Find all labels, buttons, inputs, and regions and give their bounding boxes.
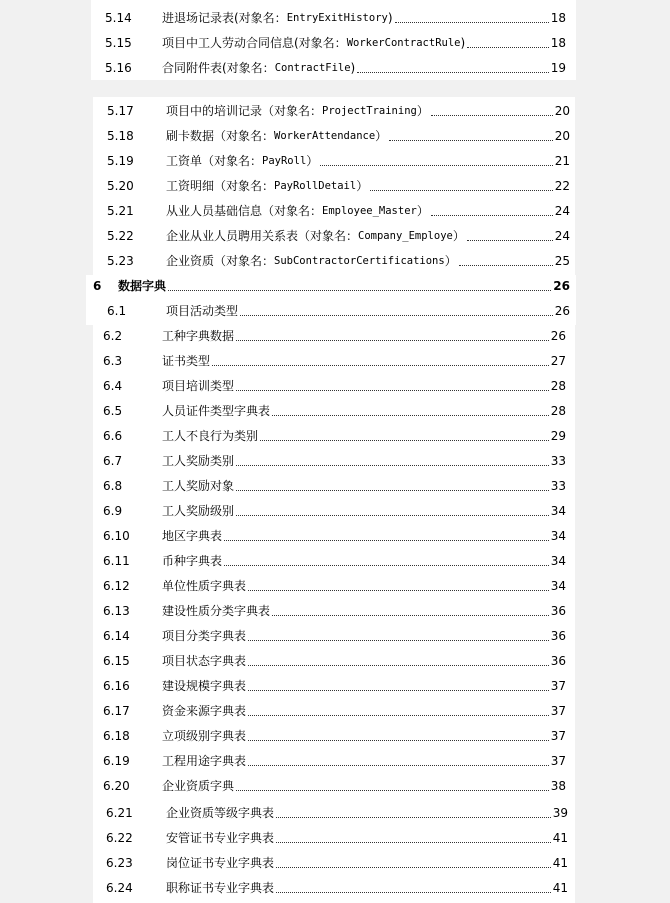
toc-page-number: 24 <box>554 229 570 243</box>
toc-entry-number: 6.19 <box>103 754 130 768</box>
toc-entry-close-paren: ) <box>460 36 466 50</box>
toc-entry-title: 项目分类字典表 <box>162 629 247 643</box>
toc-entry-title: 企业资质字典 <box>162 779 235 793</box>
toc-entry[interactable] <box>103 351 566 371</box>
toc-entry-number: 6.23 <box>106 856 133 870</box>
toc-entry-close-paren: ） <box>356 179 369 193</box>
toc-entry[interactable] <box>103 476 566 496</box>
toc-entry-number: 6.1 <box>107 304 127 318</box>
toc-entry-body <box>166 304 570 318</box>
toc-entry-body <box>162 479 566 493</box>
toc-page-number: 41 <box>552 881 568 895</box>
toc-entry-title: 职称证书专业字典表 <box>166 881 275 895</box>
toc-dot-leader <box>236 790 549 791</box>
toc-entry-number: 6.2 <box>103 329 123 343</box>
toc-entry-title: 工人不良行为类别 <box>162 429 259 443</box>
toc-entry-number: 5.17 <box>107 104 134 118</box>
toc-dot-leader <box>276 842 551 843</box>
toc-dot-leader <box>395 22 549 23</box>
toc-entry-body <box>162 36 566 50</box>
toc-entry-close-paren: ） <box>375 129 388 143</box>
toc-entry-title: 企业资质（对象名： <box>166 254 275 268</box>
toc-dot-leader <box>248 590 549 591</box>
toc-dot-leader <box>248 715 549 716</box>
toc-entry[interactable] <box>107 251 570 271</box>
toc-entry-title: 工人奖励对象 <box>162 479 235 493</box>
toc-dot-leader <box>389 140 553 141</box>
toc-entry-title: 数据字典 <box>118 279 167 293</box>
toc-page-number: 20 <box>554 104 570 118</box>
toc-page-number: 20 <box>554 129 570 143</box>
toc-dot-leader <box>357 72 548 73</box>
toc-entry-number: 6.17 <box>103 704 130 718</box>
toc-entry-number: 6.4 <box>103 379 123 393</box>
toc-dot-leader <box>431 115 553 116</box>
toc-page-number: 26 <box>553 279 570 293</box>
toc-entry-body <box>166 254 570 268</box>
toc-entry-body <box>166 881 568 895</box>
toc-dot-leader <box>168 290 551 291</box>
toc-entry-title: 项目中的培训记录（对象名： <box>166 104 323 118</box>
toc-entry-title: 工人奖励级别 <box>162 504 235 518</box>
toc-entry-number: 6.15 <box>103 654 130 668</box>
toc-entry-body <box>166 129 570 143</box>
toc-entry-body <box>162 61 566 75</box>
toc-dot-leader <box>276 892 551 893</box>
toc-entry-object-name: ContractFile <box>274 62 351 74</box>
toc-dot-leader <box>272 415 549 416</box>
toc-entry-body <box>162 404 566 418</box>
toc-page-number: 38 <box>550 779 566 793</box>
toc-entry-body <box>166 104 570 118</box>
toc-page-number: 27 <box>550 354 566 368</box>
toc-page-number: 18 <box>550 36 566 50</box>
toc-entry[interactable] <box>103 701 566 721</box>
toc-entry-body <box>118 279 570 293</box>
toc-entry[interactable] <box>107 176 570 196</box>
toc-entry-object-name: SubContractorCertifications <box>274 255 445 267</box>
toc-entry-number: 6.20 <box>103 779 130 793</box>
toc-entry-body <box>166 204 570 218</box>
toc-entry-title: 建设规模字典表 <box>162 679 247 693</box>
toc-entry-title: 安管证书专业字典表 <box>166 831 275 845</box>
toc-entry-body <box>162 729 566 743</box>
toc-entry-number: 6.9 <box>103 504 123 518</box>
toc-entry-number: 6.12 <box>103 579 130 593</box>
toc-entry-title: 工资明细（对象名： <box>166 179 275 193</box>
toc-page-number: 33 <box>550 454 566 468</box>
toc-entry[interactable] <box>103 776 566 796</box>
toc-entry[interactable] <box>107 151 570 171</box>
toc-entry-body <box>162 679 566 693</box>
toc-entry-title: 岗位证书专业字典表 <box>166 856 275 870</box>
toc-entry-number: 6.18 <box>103 729 130 743</box>
toc-entry-body <box>162 654 566 668</box>
toc-entry-number: 6.22 <box>106 831 133 845</box>
toc-entry-body <box>162 579 566 593</box>
toc-entry-close-paren: ） <box>416 204 429 218</box>
toc-entry[interactable] <box>103 326 566 346</box>
toc-entry-body <box>166 154 570 168</box>
toc-entry-title: 地区字典表 <box>162 529 223 543</box>
toc-entry-title: 项目状态字典表 <box>162 654 247 668</box>
toc-dot-leader <box>276 867 551 868</box>
toc-entry[interactable] <box>107 301 570 321</box>
toc-entry[interactable] <box>107 126 570 146</box>
toc-entry-title: 工种字典数据 <box>162 329 235 343</box>
toc-entry-body <box>162 11 566 25</box>
toc-dot-leader <box>272 615 549 616</box>
toc-page-number: 29 <box>550 429 566 443</box>
toc-entry-object-name: PayRollDetail <box>274 180 357 192</box>
toc-entry-body <box>162 504 566 518</box>
toc-dot-leader <box>248 665 549 666</box>
toc-entry[interactable] <box>106 803 568 823</box>
toc-entry-title: 工程用途字典表 <box>162 754 247 768</box>
toc-entry-object-name: ProjectTraining <box>322 105 417 117</box>
toc-page-number: 18 <box>550 11 566 25</box>
toc-entry-body <box>162 704 566 718</box>
toc-entry-number: 6.10 <box>103 529 130 543</box>
toc-entry-title: 币种字典表 <box>162 554 223 568</box>
toc-entry-title: 人员证件类型字典表 <box>162 404 271 418</box>
toc-entry-number: 6.8 <box>103 479 123 493</box>
toc-page-number: 36 <box>550 629 566 643</box>
toc-dot-leader <box>248 640 549 641</box>
toc-entry-body <box>166 179 570 193</box>
toc-entry-body <box>166 229 570 243</box>
toc-entry-body <box>162 329 566 343</box>
toc-page-number: 39 <box>552 806 568 820</box>
toc-entry-object-name: WorkerContractRule <box>346 37 461 49</box>
toc-entry-close-paren: ） <box>416 104 429 118</box>
toc-entry[interactable] <box>103 401 566 421</box>
toc-entry-number: 5.16 <box>105 61 132 75</box>
toc-entry-body <box>162 529 566 543</box>
toc-entry[interactable] <box>106 828 568 848</box>
toc-dot-leader <box>248 765 549 766</box>
toc-entry[interactable] <box>103 726 566 746</box>
toc-dot-leader <box>240 315 553 316</box>
toc-page-number: 26 <box>550 329 566 343</box>
toc-entry[interactable] <box>103 451 566 471</box>
toc-dot-leader <box>467 47 549 48</box>
toc-page-number: 37 <box>550 704 566 718</box>
toc-entry-title: 建设性质分类字典表 <box>162 604 271 618</box>
toc-entry[interactable] <box>103 426 566 446</box>
toc-dot-leader <box>224 540 549 541</box>
toc-page-number: 41 <box>552 856 568 870</box>
toc-entry-title: 项目活动类型 <box>166 304 239 318</box>
toc-entry[interactable] <box>103 526 566 546</box>
toc-dot-leader <box>236 340 549 341</box>
toc-dot-leader <box>248 690 549 691</box>
toc-entry-body <box>162 604 566 618</box>
toc-dot-leader <box>370 190 553 191</box>
toc-page-number: 34 <box>550 579 566 593</box>
toc-entry-title: 立项级别字典表 <box>162 729 247 743</box>
toc-entry-title: 证书类型 <box>162 354 211 368</box>
toc-entry-title: 工资单（对象名： <box>166 154 263 168</box>
toc-entry[interactable] <box>106 853 568 873</box>
toc-entry-title: 从业人员基础信息（对象名： <box>166 204 323 218</box>
toc-dot-leader <box>248 740 549 741</box>
toc-entry-number: 5.19 <box>107 154 134 168</box>
toc-dot-leader <box>236 515 549 516</box>
toc-entry-number: 5.15 <box>105 36 132 50</box>
toc-dot-leader <box>236 390 549 391</box>
toc-entry-body <box>166 856 568 870</box>
toc-page-number: 37 <box>550 729 566 743</box>
toc-dot-leader <box>431 215 553 216</box>
toc-page-number: 37 <box>550 754 566 768</box>
toc-entry-close-paren: ） <box>444 254 457 268</box>
toc-page-number: 34 <box>550 504 566 518</box>
toc-entry-object-name: Company_Employe <box>358 230 453 242</box>
toc-entry-number: 5.18 <box>107 129 134 143</box>
toc-entry-number: 6 <box>93 279 102 293</box>
toc-entry-number: 6.14 <box>103 629 130 643</box>
toc-entry[interactable] <box>103 626 566 646</box>
toc-page-number: 34 <box>550 554 566 568</box>
toc-entry[interactable] <box>103 501 566 521</box>
toc-page-number: 28 <box>550 404 566 418</box>
toc-entry[interactable] <box>103 376 566 396</box>
toc-entry-close-paren: ） <box>452 229 465 243</box>
toc-entry-number: 5.23 <box>107 254 134 268</box>
toc-entry-title: 刷卡数据（对象名： <box>166 129 275 143</box>
toc-entry[interactable] <box>103 576 566 596</box>
toc-entry-title: 进退场记录表(对象名： <box>162 11 287 25</box>
toc-entry-title: 单位性质字典表 <box>162 579 247 593</box>
toc-page-number: 19 <box>550 61 566 75</box>
toc-page-number: 33 <box>550 479 566 493</box>
toc-entry-number: 6.6 <box>103 429 123 443</box>
toc-dot-leader <box>224 565 549 566</box>
toc-dot-leader <box>212 365 549 366</box>
toc-entry[interactable] <box>106 878 568 898</box>
toc-entry-number: 5.22 <box>107 229 134 243</box>
toc-entry-body <box>162 429 566 443</box>
toc-entry-number: 6.16 <box>103 679 130 693</box>
toc-entry-number: 6.5 <box>103 404 123 418</box>
toc-page-number: 21 <box>554 154 570 168</box>
toc-entry[interactable] <box>103 601 566 621</box>
toc-entry-title: 项目中工人劳动合同信息(对象名： <box>162 36 347 50</box>
toc-page-number: 36 <box>550 654 566 668</box>
toc-dot-leader <box>320 165 552 166</box>
toc-entry-title: 资金来源字典表 <box>162 704 247 718</box>
toc-entry-body <box>162 779 566 793</box>
toc-entry-close-paren: ) <box>387 11 393 25</box>
toc-entry[interactable] <box>103 676 566 696</box>
toc-dot-leader <box>236 490 549 491</box>
toc-page-number: 26 <box>554 304 570 318</box>
toc-entry-number: 6.3 <box>103 354 123 368</box>
toc-entry[interactable] <box>105 58 566 78</box>
toc-entry[interactable] <box>107 101 570 121</box>
toc-entry[interactable] <box>103 651 566 671</box>
toc-dot-leader <box>459 265 553 266</box>
toc-entry-number: 6.21 <box>106 806 133 820</box>
toc-entry-body <box>162 454 566 468</box>
toc-entry-number: 5.20 <box>107 179 134 193</box>
toc-page-number: 28 <box>550 379 566 393</box>
toc-entry-body <box>162 354 566 368</box>
toc-entry-body <box>166 831 568 845</box>
toc-entry[interactable] <box>105 8 566 28</box>
toc-entry-number: 6.24 <box>106 881 133 895</box>
toc-dot-leader <box>467 240 553 241</box>
toc-entry-title: 工人奖励类别 <box>162 454 235 468</box>
toc-entry[interactable] <box>107 201 570 221</box>
toc-entry-title: 企业资质等级字典表 <box>166 806 275 820</box>
toc-entry-number: 5.14 <box>105 11 132 25</box>
toc-entry-close-paren: ） <box>306 154 319 168</box>
toc-entry-number: 5.21 <box>107 204 134 218</box>
toc-page-number: 37 <box>550 679 566 693</box>
toc-entry-body <box>162 554 566 568</box>
toc-page-number: 25 <box>554 254 570 268</box>
toc-entry[interactable] <box>103 551 566 571</box>
toc-entry-body <box>166 806 568 820</box>
toc-entry-title: 项目培训类型 <box>162 379 235 393</box>
toc-entry[interactable] <box>103 751 566 771</box>
toc-dot-leader <box>236 465 549 466</box>
toc-entry-number: 6.7 <box>103 454 123 468</box>
toc-entry-number: 6.13 <box>103 604 130 618</box>
toc-entry-object-name: WorkerAttendance <box>274 130 376 142</box>
toc-chapter-entry[interactable] <box>93 276 570 296</box>
toc-page-number: 22 <box>554 179 570 193</box>
toc-entry-number: 6.11 <box>103 554 130 568</box>
toc-entry[interactable] <box>107 226 570 246</box>
toc-entry-object-name: PayRoll <box>262 155 307 167</box>
toc-page-number: 34 <box>550 529 566 543</box>
toc-entry-body <box>162 629 566 643</box>
toc-dot-leader <box>260 440 549 441</box>
toc-page-number: 41 <box>552 831 568 845</box>
toc-entry-object-name: EntryExitHistory <box>286 12 388 24</box>
toc-page-number: 24 <box>554 204 570 218</box>
toc-entry-body <box>162 379 566 393</box>
toc-page-number: 36 <box>550 604 566 618</box>
toc-dot-leader <box>276 817 551 818</box>
toc-entry-body <box>162 754 566 768</box>
toc-entry-object-name: Employee_Master <box>322 205 417 217</box>
toc-entry-close-paren: ) <box>350 61 356 75</box>
toc-entry-title: 企业从业人员聘用关系表（对象名： <box>166 229 359 243</box>
toc-entry-title: 合同附件表(对象名： <box>162 61 275 75</box>
toc-entry[interactable] <box>105 33 566 53</box>
